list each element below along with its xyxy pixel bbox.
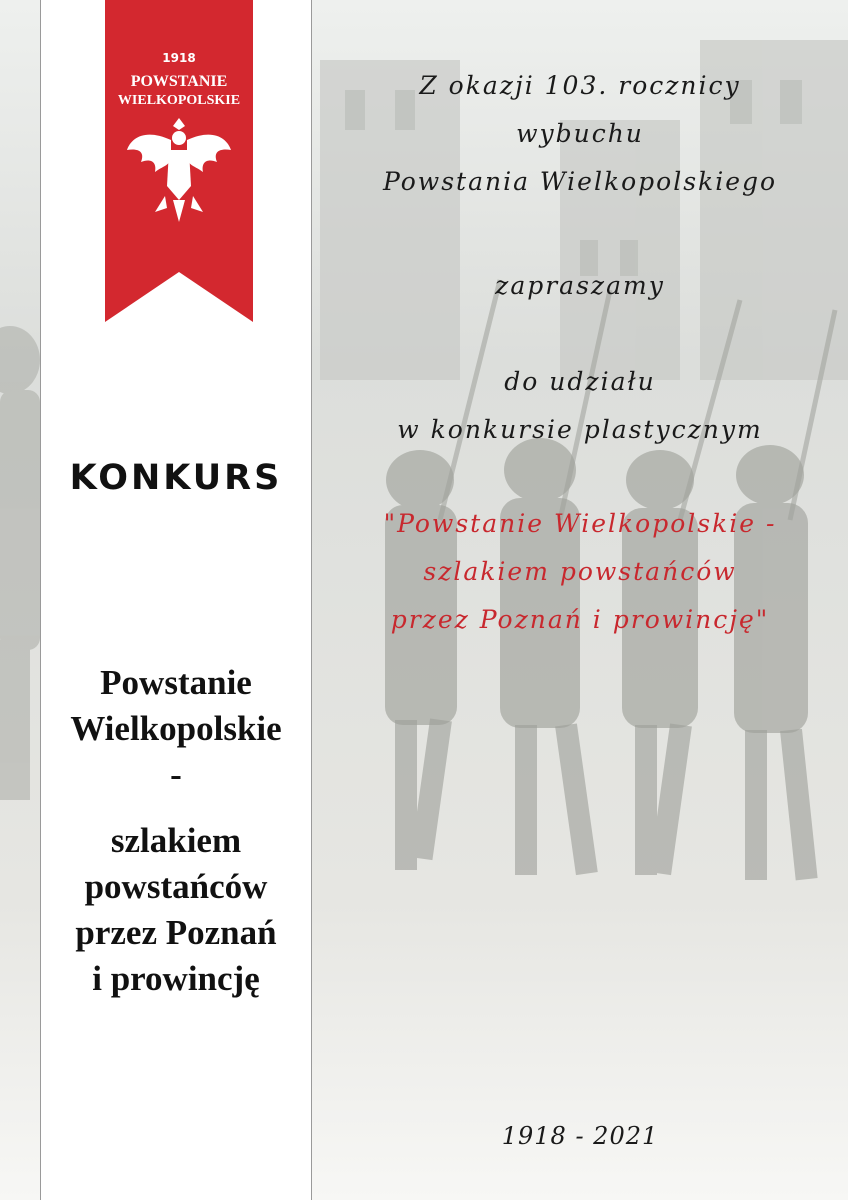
- intro-line: Z okazji 103. rocznicy: [419, 71, 741, 100]
- logo-year: 1918: [162, 51, 196, 65]
- subtitle-line: powstańców: [84, 867, 268, 906]
- anniversary-intro: [330, 62, 830, 206]
- powstanie-logo: [105, 0, 253, 322]
- invite-text: zapraszamy: [495, 271, 665, 300]
- participate-line: w konkursie plastycznym: [397, 415, 763, 444]
- subtitle-line: szlakiem: [110, 821, 242, 860]
- years-range: 1918 - 2021: [501, 1122, 659, 1150]
- title-line: -: [170, 755, 182, 794]
- subtitle-line: przez Poznań: [75, 913, 277, 952]
- participation-text: [330, 358, 830, 454]
- quote-line: szlakiem powstańców: [423, 557, 737, 586]
- logo-line2: WIELKOPOLSKIE: [117, 93, 241, 108]
- intro-line: Powstania Wielkopolskiego: [382, 167, 778, 196]
- subtitle-line: i prowincję: [92, 959, 260, 998]
- title-line: Wielkopolskie: [70, 709, 282, 748]
- logo-line1: POWSTANIE: [130, 73, 228, 90]
- contest-title-block: [40, 660, 312, 1002]
- title-line: Powstanie: [100, 663, 252, 702]
- contest-heading: KONKURS: [69, 458, 283, 498]
- quote-line: "Powstanie Wielkopolskie -: [383, 509, 777, 538]
- intro-line: wybuchu: [516, 119, 644, 148]
- contest-quote: [330, 500, 830, 644]
- participate-line: do udziału: [504, 367, 656, 396]
- quote-line: przez Poznań i prowincję": [390, 605, 770, 634]
